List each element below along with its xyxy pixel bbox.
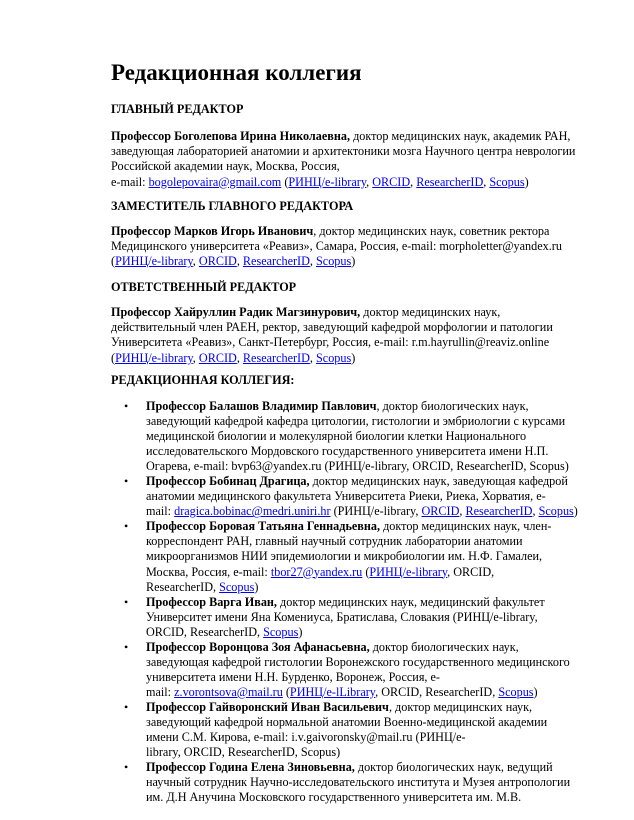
deputy-scopus-link[interactable]: Scopus	[316, 254, 352, 269]
executive-editor-entry: Профессор Хайруллин Радик Магзинурович, доктор медицинских наук, действительный член РАЕН, ректор, заведующий кафедрой морфологии и патологии Университета «Реавиз», Санкт-Петербург, Россия, e-mail: r.m.hayrullin@reaviz.online (РИНЦ/e-library, ORCID, ResearcherID, Scopus)	[111, 305, 553, 365]
bullet-icon: •	[124, 399, 129, 413]
borovaya-scopus-link[interactable]: Scopus	[219, 579, 255, 594]
list-item: • Профессор Боровая Татьяна Геннадьевна, доктор медицинских наук, член- корреспондент РАН, главный научный сотрудник лаборатории анатомии микроорганизмов НИИ эпидемиологии и микробиологии им. Н.Ф. Гамалеи, Москва, Россия, e-mail: tbor27@yandex.ru (РИНЦ/e-library, ORCID, ResearcherID, Scopus)	[124, 519, 552, 594]
deputy-rinc-link[interactable]: РИНЦ/e-library	[115, 254, 193, 269]
chief-editor-name: Профессор Боголепова Ирина Николаевна,	[111, 129, 351, 143]
varga-scopus-link[interactable]: Scopus	[263, 624, 299, 639]
page-title: Редакционная коллегия	[111, 60, 362, 85]
list-item: • Профессор Бобинац Драгица, доктор медицинских наук, заведующая кафедрой анатомии медицинского факультета Университета Риеки, Риека, Хорватия, e- mail: dragica.bobinac@medri.uniri.hr (РИНЦ/e-library, ORCID, ResearcherID, Scopus)	[124, 474, 578, 519]
list-item: • Профессор Воронцова Зоя Афанасьевна, доктор биологических наук, заведующая кафедрой гистологии Воронежского государственного медицинского университета имени Н.Н. Бурденко, Воронеж, Россия, e- mail: z.vorontsova@mail.ru (РИНЦ/e-lLibrary, ORCID, ResearcherID, Scopus)	[124, 639, 570, 699]
borovaya-email-link[interactable]: tbor27@yandex.ru	[270, 564, 363, 579]
bobinac-researcherid-link[interactable]: ResearcherID	[465, 504, 533, 519]
bullet-icon: •	[124, 519, 129, 534]
editorial-board-list	[111, 399, 581, 805]
deputy-orcid-link[interactable]: ORCID	[198, 254, 237, 269]
executive-editor-name: Профессор Хайруллин Радик Магзинурович,	[111, 305, 361, 319]
chief-researcherid-link[interactable]: ResearcherID	[416, 174, 484, 189]
chief-editor-entry: Профессор Боголепова Ирина Николаевна, доктор медицинских наук, академик РАН, заведующая лабораторией анатомии и архитектоники мозга Научного центра неврологии Российской академии наук, Москва, Россия, e-mail: bogolepovaira@gmail.com (РИНЦ/e-library, ORCID, ResearcherID, Scopus)	[111, 129, 576, 189]
executive-orcid-link[interactable]: ORCID	[198, 350, 237, 365]
deputy-editor-name: Профессор Марков Игорь Иванович	[111, 224, 314, 238]
vorontsova-email-link[interactable]: z.vorontsova@mail.ru	[174, 684, 283, 699]
bullet-icon: •	[124, 760, 129, 775]
vorontsova-rinc-link[interactable]: РИНЦ/e-lLibrary	[289, 684, 376, 699]
list-item: • Профессор Година Елена Зиновьевна, доктор биологических наук, ведущий научный сотрудник Научно-исследовательского института и Музея антропологии им. Д.Н Анучина Московского государственного университета им. М.В.	[124, 760, 571, 805]
heading-editorial-board: РЕДАКЦИОННАЯ КОЛЛЕГИЯ:	[111, 373, 295, 387]
chief-email-link[interactable]: bogolepovaira@gmail.com	[148, 174, 282, 189]
bobinac-email-link[interactable]: dragica.bobinac@medri.uniri.hr	[174, 504, 331, 519]
bobinac-scopus-link[interactable]: Scopus	[538, 504, 574, 519]
bullet-icon: •	[124, 474, 129, 489]
chief-scopus-link[interactable]: Scopus	[489, 174, 525, 189]
bobinac-orcid-link[interactable]: ORCID	[421, 504, 460, 519]
heading-chief-editor: ГЛАВНЫЙ РЕДАКТОР	[111, 102, 244, 116]
chief-rinc-link[interactable]: РИНЦ/e-library	[288, 174, 367, 189]
borovaya-rinc-link[interactable]: РИНЦ/e-library	[369, 564, 448, 579]
executive-rinc-link[interactable]: РИНЦ/e-library	[115, 350, 193, 365]
deputy-researcherid-link[interactable]: ResearcherID	[242, 254, 310, 269]
executive-researcherid-link[interactable]: ResearcherID	[242, 350, 310, 365]
list-item: • Профессор Варга Иван, доктор медицинских наук, медицинский факультет Университет имени Яна Комениуса, Братислава, Словакия (РИНЦ/e-library, ORCID, ResearcherID, Scopus)	[124, 594, 545, 639]
heading-executive-editor: ОТВЕТСТВЕННЫЙ РЕДАКТОР	[111, 280, 297, 294]
deputy-editor-entry: Профессор Марков Игорь Иванович, доктор медицинских наук, советник ректора Медицинского университета «Реавиз», Самара, Россия, e-mail: morpholetter@yandex.ru (РИНЦ/e-library, ORCID, ResearcherID, Scopus)	[111, 224, 562, 269]
vorontsova-scopus-link[interactable]: Scopus	[498, 684, 534, 699]
executive-scopus-link[interactable]: Scopus	[316, 350, 352, 365]
bullet-icon: •	[124, 639, 129, 654]
list-item: • Профессор Гайворонский Иван Васильевич, доктор медицинских наук, заведующий кафедрой нормальной анатомии Военно-медицинской академии имени С.М. Кирова, e-mail: i.v.gaivoronsky@mail.ru (РИНЦ/e- library, ORCID, ResearcherID, Scopus)	[124, 699, 548, 760]
bullet-icon: •	[124, 594, 129, 609]
list-item: • Профессор Балашов Владимир Павлович, доктор биологических наук, заведующий кафедрой кафедра цитологии, гистологии и эмбриологии с курсами медицинской биологии и молекулярной биологии клетки Национального исследовательского Мордовского государственного университета имени Н.П. Огарева, e-mail: bvp63@yandex.ru (РИНЦ/e-library, ORCID, ResearcherID, Scopus)	[124, 399, 569, 474]
heading-deputy-editor: ЗАМЕСТИТЕЛЬ ГЛАВНОГО РЕДАКТОРА	[111, 199, 354, 213]
chief-orcid-link[interactable]: ORCID	[372, 174, 411, 189]
bullet-icon: •	[124, 699, 129, 714]
